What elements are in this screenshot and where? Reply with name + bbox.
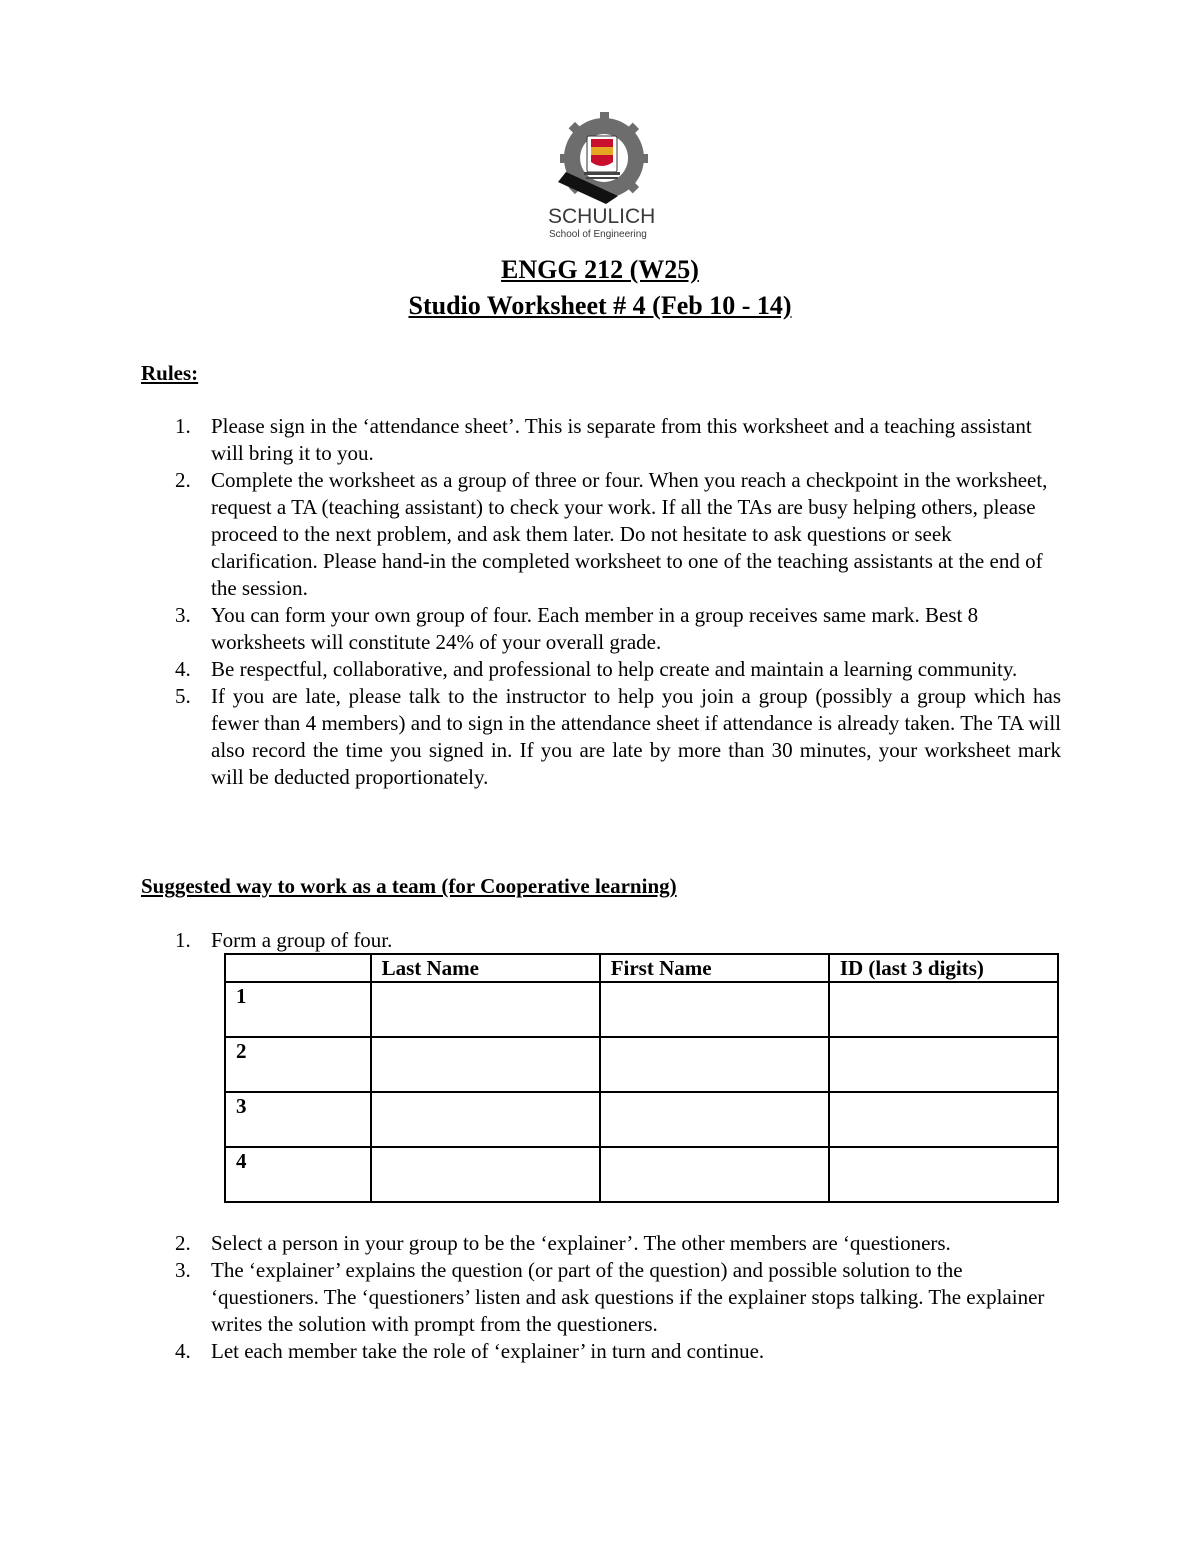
group-members-table bbox=[224, 953, 1059, 1203]
id-cell[interactable] bbox=[829, 1037, 1058, 1092]
id-cell[interactable] bbox=[829, 1092, 1058, 1147]
table-row bbox=[225, 982, 1058, 1037]
rule-text: Be respectful, collaborative, and professional to help create and maintain a learning community. bbox=[211, 657, 1018, 681]
row-number: 3 bbox=[225, 1092, 371, 1147]
column-header-last-name: Last Name bbox=[371, 954, 600, 982]
step-number: 1. bbox=[175, 928, 191, 952]
rule-item bbox=[141, 467, 1061, 602]
teamwork-step bbox=[141, 1338, 1061, 1365]
gear-crest-icon bbox=[540, 112, 668, 208]
teamwork-step bbox=[141, 927, 1061, 954]
column-header bbox=[225, 954, 371, 982]
worksheet-title: Studio Worksheet # 4 (Feb 10 - 14) bbox=[408, 291, 792, 320]
rule-number: 5. bbox=[175, 684, 191, 708]
step-text: Let each member take the role of ‘explainer’ in turn and continue. bbox=[211, 1339, 765, 1363]
teamwork-heading: Suggested way to work as a team (for Cooperative learning) bbox=[141, 874, 677, 898]
first-name-cell[interactable] bbox=[600, 1037, 829, 1092]
rule-number: 2. bbox=[175, 468, 191, 492]
rule-number: 4. bbox=[175, 657, 191, 681]
id-cell[interactable] bbox=[829, 1147, 1058, 1202]
rule-text: If you are late, please talk to the instructor to help you join a group (possibly a group which has fewer than 4 members) and to sign in the attendance sheet if attendance is already taken. The TA will also record the time you signed in. If you are late by more than 30 minutes, your worksheet mark will be deducted proportionately. bbox=[211, 684, 1061, 789]
teamwork-step bbox=[141, 1257, 1061, 1338]
table-row bbox=[225, 1147, 1058, 1202]
column-header-first-name: First Name bbox=[600, 954, 829, 982]
step-number: 2. bbox=[175, 1231, 191, 1255]
table-row bbox=[225, 1092, 1058, 1147]
table-header-row bbox=[225, 954, 1058, 982]
rule-text: Please sign in the ‘attendance sheet’. This is separate from this worksheet and a teaching assistant will bring it to you. bbox=[211, 414, 1032, 465]
rule-item bbox=[141, 602, 1061, 656]
rule-number: 1. bbox=[175, 414, 191, 438]
rule-text: Complete the worksheet as a group of three or four. When you reach a checkpoint in the worksheet, request a TA (teaching assistant) to check your work. If all the TAs are busy helping others, please proceed to the next problem, and ask them later. Do not hesitate to ask questions or seek clarification. Please hand-in the completed worksheet to one of the teaching assistants at the end of the session. bbox=[211, 468, 1048, 600]
course-title: ENGG 212 (W25) bbox=[501, 255, 699, 284]
logo-subtitle: School of Engineering bbox=[549, 229, 647, 240]
rule-item bbox=[141, 656, 1061, 683]
logo-wordmark: SCHULICH bbox=[548, 205, 656, 228]
step-number: 4. bbox=[175, 1339, 191, 1363]
teamwork-steps-list bbox=[141, 1230, 1061, 1365]
last-name-cell[interactable] bbox=[371, 982, 600, 1037]
rules-heading: Rules: bbox=[141, 361, 199, 385]
row-number: 1 bbox=[225, 982, 371, 1037]
schulich-logo bbox=[540, 112, 668, 250]
teamwork-step bbox=[141, 1230, 1061, 1257]
first-name-cell[interactable] bbox=[600, 982, 829, 1037]
table-row bbox=[225, 1037, 1058, 1092]
rule-item bbox=[141, 413, 1061, 467]
step-text: The ‘explainer’ explains the question (or part of the question) and possible solution to the ‘questioners. The ‘questioners’ listen and ask questions if the explainer stops talking. The explainer writes the solution with prompt from the questioners. bbox=[211, 1258, 1045, 1336]
last-name-cell[interactable] bbox=[371, 1147, 600, 1202]
step-text: Select a person in your group to be the ‘explainer’. The other members are ‘questioners. bbox=[211, 1231, 951, 1255]
rule-number: 3. bbox=[175, 603, 191, 627]
last-name-cell[interactable] bbox=[371, 1092, 600, 1147]
row-number: 2 bbox=[225, 1037, 371, 1092]
row-number: 4 bbox=[225, 1147, 371, 1202]
step-text: Form a group of four. bbox=[211, 928, 393, 952]
first-name-cell[interactable] bbox=[600, 1092, 829, 1147]
step-number: 3. bbox=[175, 1258, 191, 1282]
id-cell[interactable] bbox=[829, 982, 1058, 1037]
rule-item bbox=[141, 683, 1061, 791]
first-name-cell[interactable] bbox=[600, 1147, 829, 1202]
last-name-cell[interactable] bbox=[371, 1037, 600, 1092]
rules-list bbox=[141, 413, 1061, 791]
teamwork-step-list bbox=[141, 927, 1061, 954]
rule-text: You can form your own group of four. Each member in a group receives same mark. Best 8 worksheets will constitute 24% of your overall grade. bbox=[211, 603, 979, 654]
column-header-id: ID (last 3 digits) bbox=[829, 954, 1058, 982]
